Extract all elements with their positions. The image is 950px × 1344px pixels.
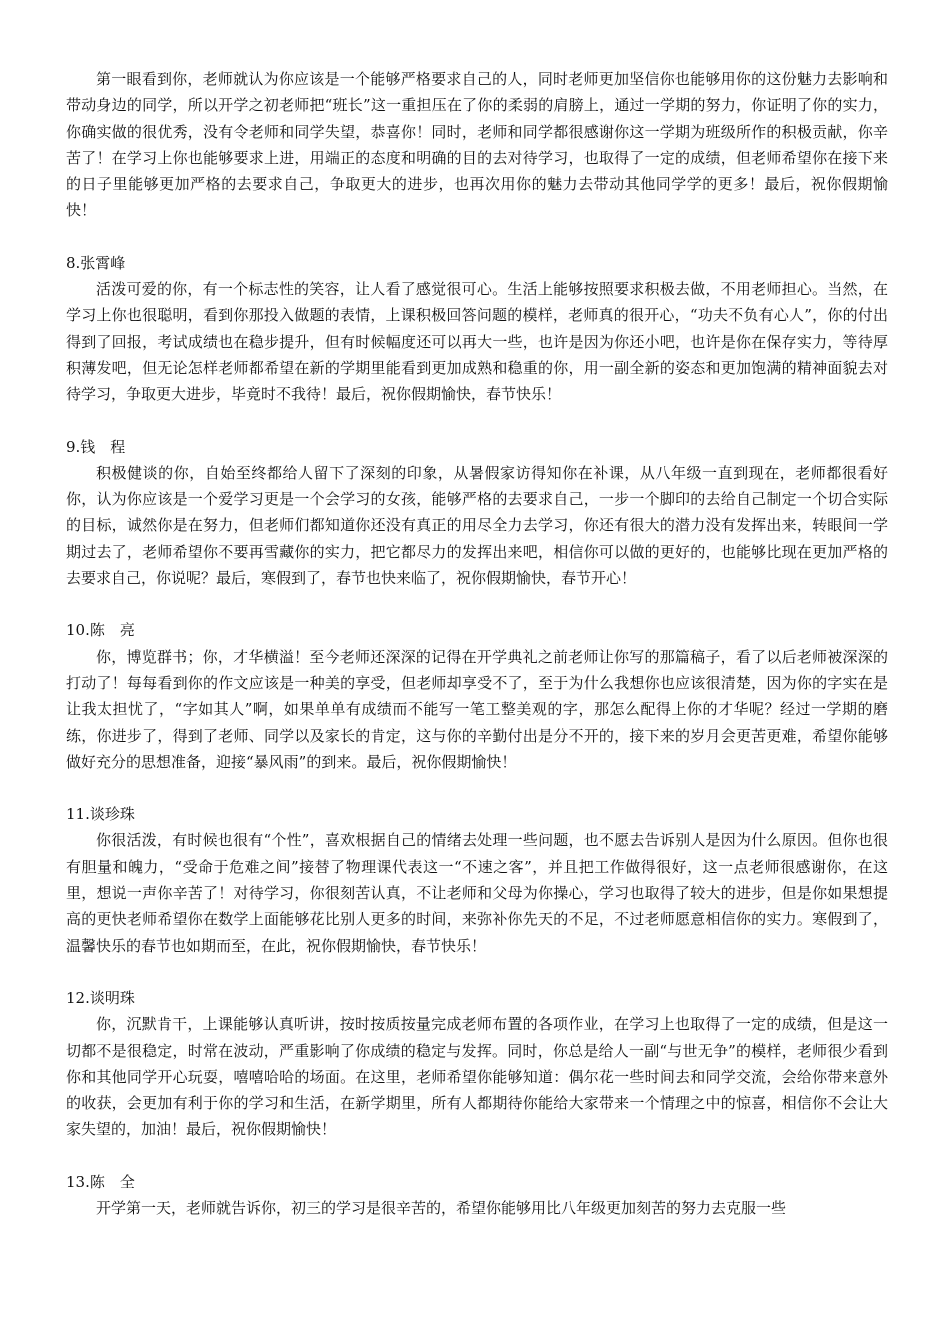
comment-text: 积极健谈的你，自始至终都给人留下了深刻的印象，从暑假家访得知你在补课，从八年级一直到现在，老师都很看好你，认为你应该是一个爱学习更是一个会学习的女孩，能够严格的去要求自己，一步一个脚印的去给自己制定一个切合实际的目标，诚然你是在努力，但老师们都知道你还没有真正的用尽全力去学习，你还有很大的潜力没有发挥出来，转眼间一学期过去了，老师希望你不要再雪藏你的实力，把它都尽力的发挥出来吧，相信你可以做的更好的，也能够比现在更加严格的去要求自己，你说呢？最后，寒假到了，春节也快来临了，祝你假期愉快，春节开心！ (66, 463, 888, 588)
comment-entry-10 (66, 617, 888, 775)
comment-text: 你，沉默肯干，上课能够认真听讲，按时按质按量完成老师布置的各项作业，在学习上也取得了一定的成绩，但是这一切都不是很稳定，时常在波动，严重影响了你成绩的稳定与发挥。同时，你总是给人一副“与世无争”的模样，老师很少看到你和其他同学开心玩耍，嘻嘻哈哈的场面。在这里，老师希望你能够知道：偶尔花一些时间去和同学交流，会给你带来意外的收获，会更加有利于你的学习和生活，在新学期里，所有人都期待你能给大家带来一个情理之中的惊喜，相信你不会让大家失望的，加油！最后，祝你假期愉快！ (66, 1015, 888, 1139)
student-heading: 8.张霄峰 (66, 253, 126, 272)
intro-comment: 第一眼看到你，老师就认为你应该是一个能够严格要求自己的人，同时老师更加坚信你也能够用你的这份魅力去影响和带动身边的同学，所以开学之初老师把“班长”这一重担压在了你的柔弱的肩膀上，通过一学期的努力，你证明了你的实力，你确实做的很优秀，没有令老师和同学失望，恭喜你！同时，老师和同学都很感谢你这一学期为班级所作的积极贡献，你辛苦了！在学习上你也能够要求上进，用端正的态度和明确的目的去对待学习，也取得了一定的成绩，但老师希望你在接下来的日子里能够更加严格的去要求自己，争取更大的进步，也再次用你的魅力去带动其他同学学的更多！最后，祝你假期愉快！ (66, 70, 888, 220)
comment-text: 开学第一天，老师就告诉你，初三的学习是很辛苦的，希望你能够用比八年级更加刻苦的努力去克服一些 (96, 1198, 787, 1217)
document-page (66, 66, 888, 1221)
comment-entry-11 (66, 801, 888, 959)
comment-text: 你，博览群书；你，才华横溢！至今老师还深深的记得在开学典礼之前老师让你写的那篇稿子，看了以后老师被深深的打动了！每每看到你的作文应该是一种美的享受，但老师却享受不了，至于为什么我想你也应该很清楚，因为你的字实在是让我太担忧了，“字如其人”啊，如果单单有成绩而不能写一笔工整美观的字，那怎么配得上你的才华呢？经过一学期的磨练，你进步了，得到了老师、同学以及家长的肯定，这与你的辛勤付出是分不开的，接下来的岁月会更苦更难，希望你能够做好充分的思想准备，迎接“暴风雨”的到来。最后，祝你假期愉快！ (66, 647, 888, 771)
student-heading: 13.陈 全 (66, 1172, 135, 1191)
comment-entry-12 (66, 985, 888, 1143)
comment-entry-9 (66, 434, 888, 592)
comment-entry-13 (66, 1169, 888, 1222)
student-heading: 11.谈珍珠 (66, 805, 135, 824)
student-heading: 12.谈明珠 (66, 988, 135, 1007)
comment-text: 你很活泼，有时候也很有“个性”，喜欢根据自己的情绪去处理一些问题，也不愿去告诉别人是因为什么原因。但你也很有胆量和魄力，“受命于危难之间”接替了物理课代表这一“不速之客”，并且把工作做得很好，这一点老师很感谢你，在这里，想说一声你辛苦了！对待学习，你很刻苦认真，不让老师和父母为你操心，学习也取得了较大的进步，但是你如果想提高的更快老师希望你在数学上面能够花比别人更多的时间，来弥补你先天的不足，不过老师愿意相信你的实力。寒假到了，温馨快乐的春节也如期而至，在此，祝你假期愉快，春节快乐！ (66, 831, 888, 955)
student-heading: 10.陈 亮 (66, 621, 135, 640)
comment-entry-8 (66, 250, 888, 408)
comment-text: 活泼可爱的你，有一个标志性的笑容，让人看了感觉很可心。生活上能够按照要求积极去做，不用老师担心。当然，在学习上你也很聪明，看到你那投入做题的表情，上课积极回答问题的模样，老师真的很开心，“功夫不负有心人”，你的付出得到了回报，考试成绩也在稳步提升，但有时候幅度还可以再大一些，也许是因为你还小吧，也许是你在保存实力，等待厚积薄发吧，但无论怎样老师都希望在新的学期里能看到更加成熟和稳重的你，用一副全新的姿态和更加饱满的精神面貌去对待学习，争取更大进步，毕竟时不我待！最后，祝你假期愉快，春节快乐！ (66, 280, 888, 404)
student-heading: 9.钱 程 (66, 437, 126, 456)
